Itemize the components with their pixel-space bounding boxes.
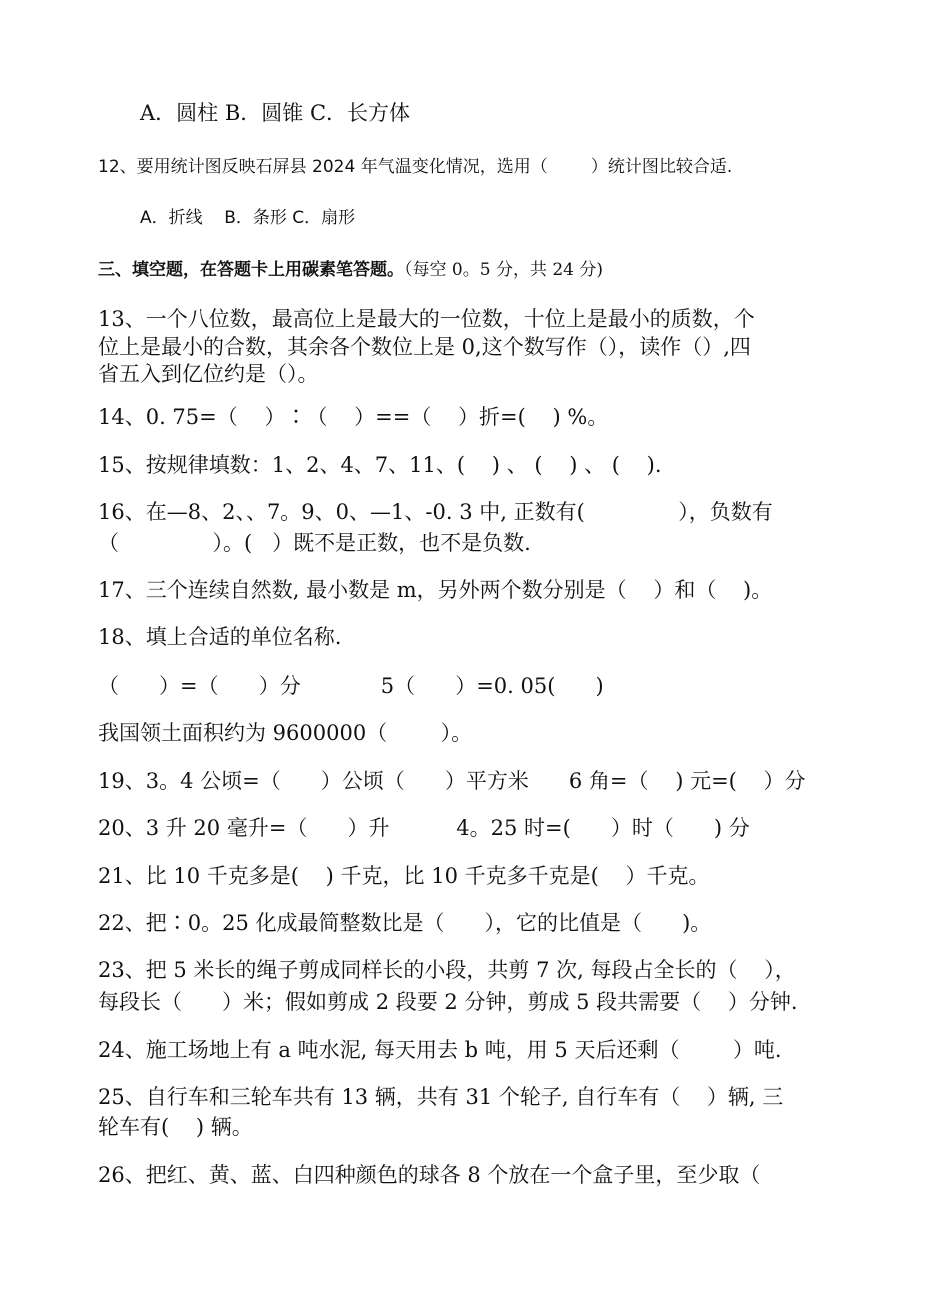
q11-options: A．圆柱 B．圆锥 C．长方体 xyxy=(140,101,411,125)
q23-line-2: 每段长（ ）米；假如剪成 2 段要 2 分钟，剪成 5 段共需要（ ）分钟. xyxy=(98,990,798,1014)
q25-line-1: 25、自行车和三轮车共有 13 辆，共有 31 个轮子, 自行车有（ ）辆, 三 xyxy=(98,1085,784,1109)
q14: 14、0. 75=（ ）∶（ ）==（ ）折=( ) %。 xyxy=(98,405,609,429)
q25-line-2: 轮车有( ) 辆。 xyxy=(98,1115,253,1139)
q12-options: A．折线 B．条形 C．扇形 xyxy=(140,208,356,228)
section-3-note: （每空 0。5 分，共 24 分) xyxy=(404,260,604,280)
q24: 24、施工场地上有 a 吨水泥, 每天用去 b 吨，用 5 天后还剩（ ）吨. xyxy=(98,1038,782,1062)
q18-line-2: 我国领土面积约为 9600000（ ）。 xyxy=(98,721,473,745)
section-3-header xyxy=(98,256,858,284)
q13-line-2: 位上是最小的合数，其余各个数位上是 0,这个数写作（），读作（）,四 xyxy=(98,335,751,359)
q16-line-1: 16、在—8、2、、7。9、0、—1、-0. 3 中, 正数有( ），负数有 xyxy=(98,500,773,524)
q18-stem: 18、填上合适的单位名称. xyxy=(98,625,342,649)
q12-stem: 12、要用统计图反映石屏县 2024 年气温变化情况，选用（ ）统计图比较合适. xyxy=(98,157,733,177)
q16-line-2: （ ）。( ）既不是正数，也不是负数. xyxy=(98,531,531,555)
q23-line-1: 23、把 5 米长的绳子剪成同样长的小段，共剪 7 次, 每段占全长的（ ）， xyxy=(98,958,796,982)
q13-line-1: 13、一个八位数，最高位上是最大的一位数，十位上是最小的质数，个 xyxy=(98,307,755,331)
q18-line-1: （ ）=（ ）分 5（ ）=0. 05( ) xyxy=(98,674,604,698)
q22: 22、把∶0。25 化成最简整数比是（ ），它的比值是（ )。 xyxy=(98,911,712,935)
q15: 15、按规律填数：1、2、4、7、11、( ) 、 ( ) 、 ( ). xyxy=(98,453,662,477)
q17: 17、三个连续自然数, 最小数是 m，另外两个数分别是（ ）和（ )。 xyxy=(98,578,773,602)
q21: 21、比 10 千克多是( ) 千克，比 10 千克多千克是( ）千克。 xyxy=(98,864,710,888)
q19: 19、3。4 公顷=（ ）公顷（ ）平方米 6 角=（ ) 元=( ）分 xyxy=(98,769,806,793)
q26-line-1: 26、把红、黄、蓝、白四种颜色的球各 8 个放在一个盒子里，至少取（ xyxy=(98,1163,761,1187)
section-3-heading: 三、填空题，在答题卡上用碳素笔答题。 xyxy=(98,260,404,280)
q13-line-3: 省五入到亿位约是（）。 xyxy=(98,362,319,386)
q20: 20、3 升 20 毫升=（ ）升 4。25 时=( ）时（ ) 分 xyxy=(98,816,750,840)
